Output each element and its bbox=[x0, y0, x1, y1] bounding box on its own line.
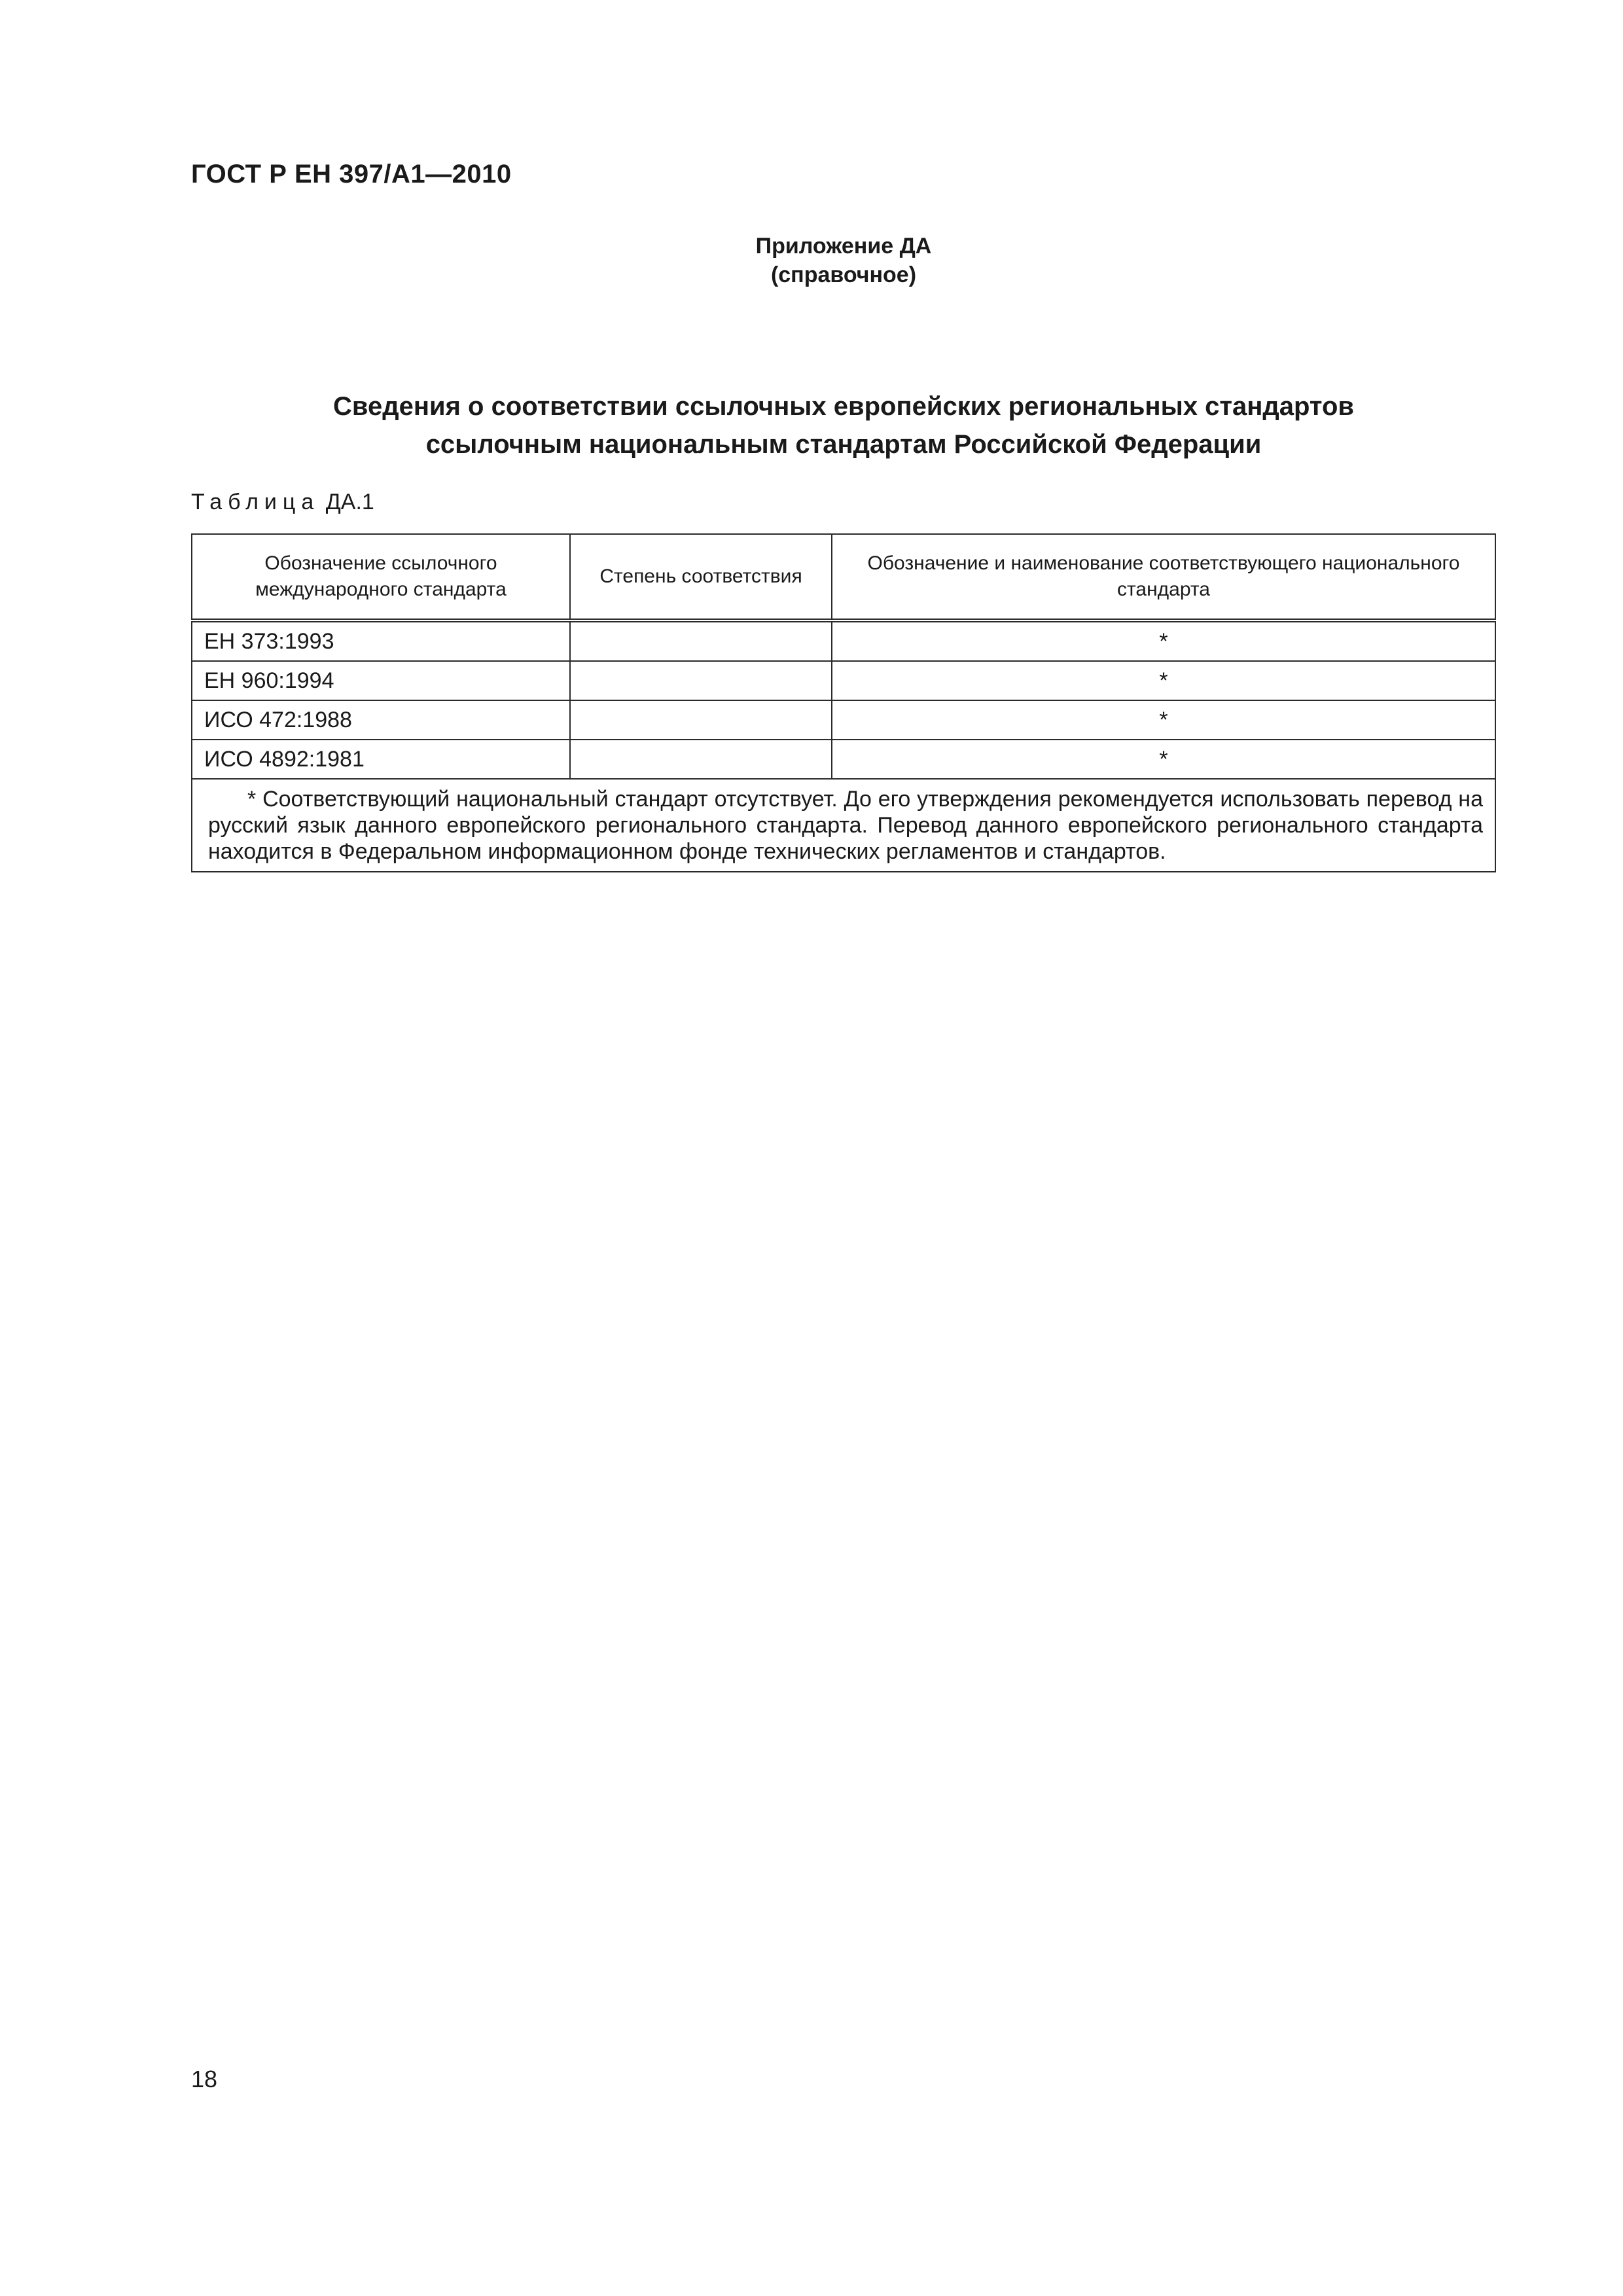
cell-degree bbox=[570, 700, 832, 740]
table-footnote: * Соответствующий национальный стандарт отсутствует. До его утверждения рекомендуется использовать перевод на русский язык данного европейского регионального стандарта. Перевод данного европейского регионального стандарта находится в Федеральном информационном фонде технических регламентов и стандартов. bbox=[208, 787, 1483, 864]
cell-national: * bbox=[832, 620, 1495, 661]
cell-designation: ЕН 373:1993 bbox=[192, 620, 570, 661]
cell-designation: ЕН 960:1994 bbox=[192, 661, 570, 700]
cell-degree bbox=[570, 661, 832, 700]
section-title-line-2: ссылочным национальным стандартам Российской Федерации bbox=[425, 430, 1262, 459]
cell-degree bbox=[570, 620, 832, 661]
header-degree-of-correspondence: Степень соответствия bbox=[570, 534, 832, 620]
table-row bbox=[192, 661, 1495, 700]
table-caption-number: ДА.1 bbox=[325, 490, 374, 514]
table-row bbox=[192, 620, 1495, 661]
table-footnote-row bbox=[192, 779, 1495, 872]
appendix-title: Приложение ДА bbox=[755, 234, 932, 259]
page-number: 18 bbox=[191, 2066, 218, 2092]
table-row bbox=[192, 740, 1495, 779]
header-reference-standard: Обозначение ссылочного международного стандарта bbox=[192, 534, 570, 620]
table-footnote-cell bbox=[192, 779, 1495, 872]
document-code: ГОСТ Р ЕН 397/А1—2010 bbox=[191, 160, 512, 188]
table-row bbox=[192, 700, 1495, 740]
cell-national: * bbox=[832, 700, 1495, 740]
cell-designation: ИСО 4892:1981 bbox=[192, 740, 570, 779]
cell-designation: ИСО 472:1988 bbox=[192, 700, 570, 740]
table-caption-word: Таблица bbox=[191, 490, 320, 514]
section-title bbox=[0, 387, 1623, 463]
table-header-row bbox=[192, 534, 1495, 620]
table-caption bbox=[191, 490, 374, 515]
appendix-heading bbox=[0, 232, 1623, 289]
cell-national: * bbox=[832, 661, 1495, 700]
standards-correspondence-table bbox=[191, 533, 1496, 872]
header-national-standard: Обозначение и наименование соответствующего национального стандарта bbox=[832, 534, 1495, 620]
section-title-line-1: Сведения о соответствии ссылочных европейских региональных стандартов bbox=[333, 392, 1354, 421]
cell-degree bbox=[570, 740, 832, 779]
appendix-subtitle: (справочное) bbox=[770, 262, 917, 287]
cell-national: * bbox=[832, 740, 1495, 779]
